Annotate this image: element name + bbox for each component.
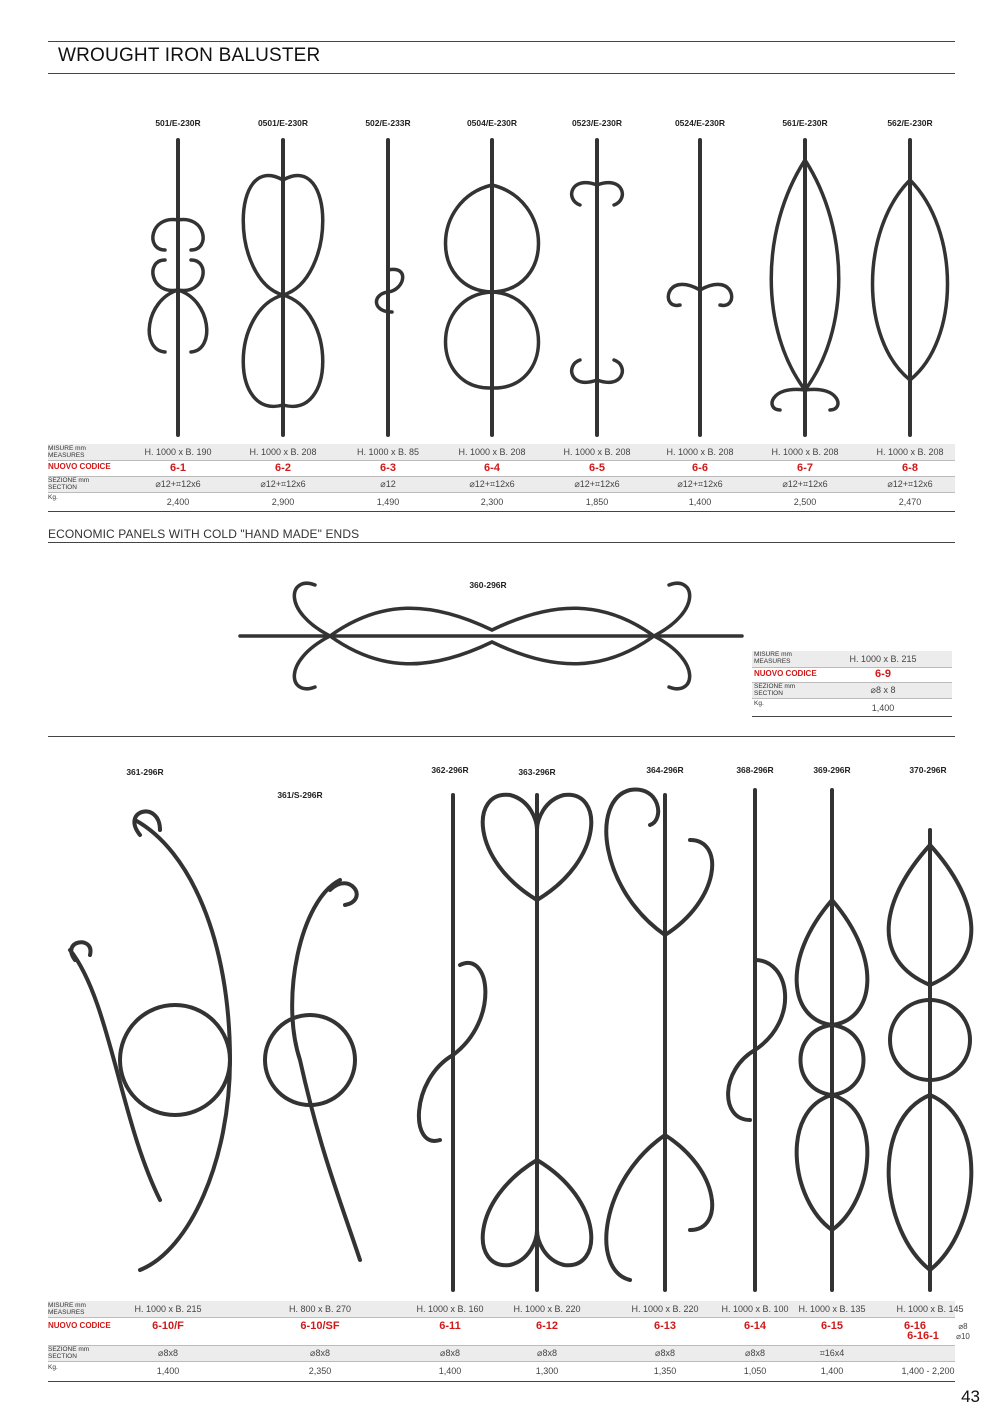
section-cell-small-extra: ⌀10 (956, 1332, 970, 1341)
product-code: 368-296R (736, 765, 774, 775)
measure-cell: H. 1000 x B. 160 (416, 1304, 484, 1314)
weight-cell: 2,900 (271, 497, 295, 507)
product-code: 0501/E-230R (257, 118, 309, 128)
measure-cell: H. 1000 x B. 220 (513, 1304, 581, 1314)
new-code-cell: 6-12 (535, 1320, 559, 1332)
measure-cell: H. 1000 x B. 215 (134, 1304, 202, 1314)
new-code-cell: 6-9 (875, 668, 891, 680)
new-code-cell: 6-5 (589, 462, 605, 474)
product-code: 369-296R (813, 765, 851, 775)
measure-cell: H. 1000 x B. 208 (876, 447, 944, 457)
section-cell: ⌀12+⌗12x6 (677, 479, 723, 489)
section-cell-small: ⌀8 (958, 1322, 968, 1331)
measure-cell: H. 1000 x B. 190 (144, 447, 212, 457)
section-rule (48, 736, 955, 737)
row-divider (752, 716, 952, 717)
weight-cell: 1,350 (653, 1366, 677, 1376)
section-label: SEZIONE mm SECTION (754, 683, 796, 697)
measures-label: MISURE mm MEASURES (754, 651, 792, 665)
kg-label: Kg. (754, 700, 764, 707)
product-code: 361-296R (126, 767, 164, 777)
section-cell: ⌀12+⌗12x6 (260, 479, 306, 489)
section-cell: ⌀12+⌗12x6 (574, 479, 620, 489)
new-code-cell: 6-16 (903, 1320, 927, 1332)
product-code: 0524/E-230R (674, 118, 726, 128)
weight-cell: 1,490 (376, 497, 400, 507)
weight-cell: 1,400 - 2,200 (901, 1366, 955, 1376)
section-subtitle: ECONOMIC PANELS WITH COLD "HAND MADE" ENDS (48, 527, 360, 541)
row-divider (48, 1361, 955, 1362)
section-cell: ⌀12+⌗12x6 (782, 479, 828, 489)
product-code: 360-296R (469, 580, 507, 590)
new-code-label: NUOVO CODICE (48, 462, 111, 471)
new-code-label: NUOVO CODICE (48, 1321, 111, 1330)
weight-cell: 2,350 (308, 1366, 332, 1376)
new-code-cell: 6-14 (743, 1320, 767, 1332)
row-divider (48, 460, 955, 461)
measures-label: MISURE mm MEASURES (48, 1302, 86, 1316)
measure-cell: H. 1000 x B. 135 (798, 1304, 866, 1314)
weight-cell: 1,300 (535, 1366, 559, 1376)
weight-cell: 1,400 (871, 703, 895, 713)
section-cell: ⌀8 x 8 (870, 685, 896, 695)
product-code: 370-296R (909, 765, 947, 775)
measure-cell: H. 800 x B. 270 (288, 1304, 352, 1314)
row-divider (48, 1345, 955, 1346)
section-label: SEZIONE mm SECTION (48, 477, 90, 491)
row-divider (48, 1381, 955, 1382)
new-code-cell: 6-7 (797, 462, 813, 474)
weight-cell: 2,400 (166, 497, 190, 507)
weight-cell: 1,850 (585, 497, 609, 507)
new-code-cell: 6-10/SF (300, 1320, 340, 1332)
new-code-cell: 6-1 (170, 462, 186, 474)
page-number: 43 (961, 1387, 980, 1406)
measure-cell: H. 1000 x B. 220 (631, 1304, 699, 1314)
section-cell: ⌀12+⌗12x6 (887, 479, 933, 489)
product-code: 363-296R (518, 767, 556, 777)
product-code: 364-296R (646, 765, 684, 775)
measures-label: MISURE mm MEASURES (48, 445, 86, 459)
section-cell: ⌀12+⌗12x6 (469, 479, 515, 489)
section-label: SEZIONE mm SECTION (48, 1346, 90, 1360)
row-divider (48, 476, 955, 477)
section-cell: ⌗16x4 (819, 1348, 845, 1358)
weight-cell: 1,050 (743, 1366, 767, 1376)
measure-cell: H. 1000 x B. 208 (563, 447, 631, 457)
measure-cell: H. 1000 x B. 85 (356, 447, 420, 457)
product-code: 562/E-230R (887, 118, 933, 128)
kg-label: Kg. (48, 1364, 58, 1371)
section-cell: ⌀8x8 (440, 1348, 460, 1358)
weight-cell: 2,300 (480, 497, 504, 507)
measure-cell: H. 1000 x B. 208 (249, 447, 317, 457)
new-code-cell: 6-11 (439, 1320, 461, 1332)
product-code: 501/E-230R (155, 118, 201, 128)
measure-cell: H. 1000 x B. 100 (721, 1304, 789, 1314)
product-code: 362-296R (431, 765, 469, 775)
product-code: 0523/E-230R (571, 118, 623, 128)
product-code: 0504/E-230R (466, 118, 518, 128)
row-divider (48, 1317, 955, 1318)
new-code-cell: 6-10/F (152, 1320, 184, 1332)
new-code-cell: 6-4 (484, 462, 500, 474)
section-cell: ⌀8x8 (537, 1348, 557, 1358)
weight-cell: 1,400 (156, 1366, 180, 1376)
weight-cell: 1,400 (688, 497, 712, 507)
page-title: WROUGHT IRON BALUSTER (58, 45, 321, 66)
weight-cell: 2,470 (898, 497, 922, 507)
product-code: 361/S-296R (277, 790, 323, 800)
subtitle-underline (48, 542, 955, 543)
new-code-cell: 6-13 (653, 1320, 677, 1332)
weight-cell: 1,400 (438, 1366, 462, 1376)
new-code-cell: 6-3 (380, 462, 396, 474)
new-code-cell-extra: 6-16-1 (907, 1330, 939, 1342)
new-code-cell: 6-8 (902, 462, 918, 474)
product-code: 502/E-233R (365, 118, 411, 128)
measure-cell: H. 1000 x B. 215 (849, 654, 917, 664)
measure-cell: H. 1000 x B. 208 (666, 447, 734, 457)
section-cell: ⌀8x8 (745, 1348, 765, 1358)
weight-cell: 2,500 (793, 497, 817, 507)
section-cell: ⌀8x8 (158, 1348, 178, 1358)
section-cell: ⌀8x8 (310, 1348, 330, 1358)
measure-cell: H. 1000 x B. 208 (458, 447, 526, 457)
weight-cell: 1,400 (820, 1366, 844, 1376)
new-code-cell: 6-15 (820, 1320, 844, 1332)
new-code-label: NUOVO CODICE (754, 669, 817, 678)
measure-cell: H. 1000 x B. 145 (896, 1304, 964, 1314)
measure-cell: H. 1000 x B. 208 (771, 447, 839, 457)
kg-label: Kg. (48, 494, 58, 501)
row-divider (48, 492, 955, 493)
product-code: 561/E-230R (782, 118, 828, 128)
section-cell: ⌀8x8 (655, 1348, 675, 1358)
section-cell: ⌀12+⌗12x6 (155, 479, 201, 489)
new-code-cell: 6-2 (275, 462, 291, 474)
section-rule (48, 511, 955, 512)
row-divider (752, 698, 952, 699)
new-code-cell: 6-6 (692, 462, 708, 474)
section-cell: ⌀12 (380, 479, 396, 489)
